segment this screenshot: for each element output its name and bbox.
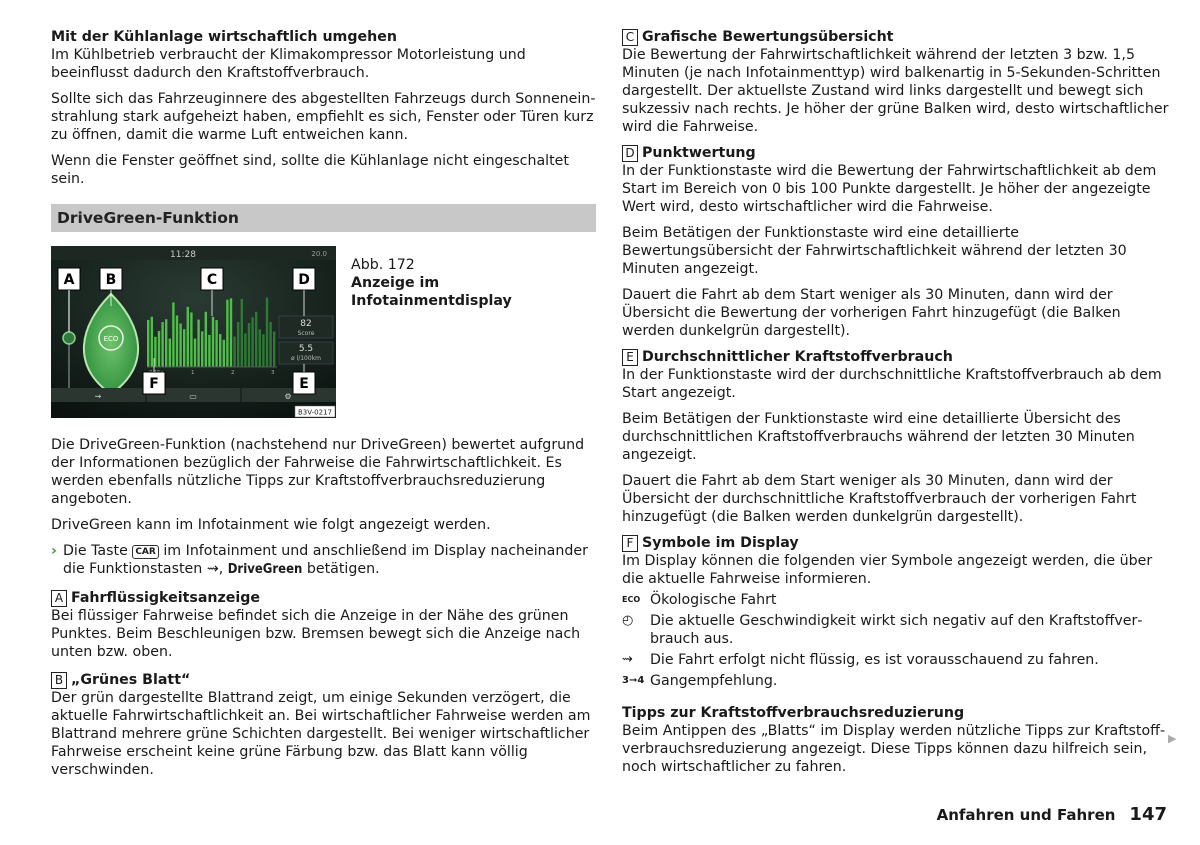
score-bar [219, 334, 221, 367]
item-F-text: Im Display können die folgenden vier Symbole angezeigt werden, die über die aktuelle Fahrweise informieren. [622, 553, 1153, 587]
score-bar [201, 331, 203, 367]
figure-number: Abb. 172 [351, 257, 415, 273]
label-F: F [622, 535, 638, 552]
item-A [51, 589, 596, 661]
screen-consumption-unit: ø l/100km [290, 355, 322, 362]
gear-recommendation-icon: 3➞4 [622, 675, 645, 686]
symbol-row-eco: ECO Ökologische Fahrt [622, 592, 777, 608]
screen-time: 11:28 [170, 250, 196, 260]
item-E-heading: Durchschnittlicher Kraftstoffverbrauch [642, 349, 953, 365]
step-text: Die Taste CAR im Infotainment und anschließend im Display nacheinander die Funktionstasten ⇝, DriveGreen betätigen. [63, 543, 588, 577]
figure-title: Anzeige im Infotainmentdisplay [351, 275, 512, 309]
infotainment-screen-svg [51, 246, 336, 418]
score-bar [197, 320, 199, 367]
section-title: DriveGreen-Funktion [51, 204, 596, 232]
score-bar [266, 298, 268, 367]
infotainment-screen-image [51, 246, 336, 418]
car-function-icon: ⇝ [206, 561, 219, 577]
item-E-paragraph-3: Dauert die Fahrt ab dem Start weniger als 30 Minuten, dann wird der Übersicht der durchschnittliche Kraftstoffverbrauch der vorherigen Fahrt hinzugefügt (die Balken werden dunkelgrün dargestellt). [622, 473, 1137, 525]
callout-C: C [206, 272, 218, 288]
score-bar [244, 333, 246, 367]
score-bar [233, 337, 235, 367]
score-bar [179, 324, 181, 367]
callout-B: B [105, 272, 117, 288]
score-bar [205, 312, 207, 367]
callout-E: E [299, 376, 309, 392]
screen-score-value: 82 [300, 319, 312, 329]
score-bar [230, 298, 232, 367]
svg-text:▭: ▭ [189, 392, 197, 401]
axis-tick-1: 1 [191, 370, 195, 376]
instruction-step [51, 542, 596, 579]
car-motion-icon: ⇝ [622, 652, 633, 667]
score-bar [262, 334, 264, 367]
chapter-title: Anfahren und Fahren [936, 806, 1116, 824]
symbol-row-fluency: ⇝ Die Fahrt erfolgt nicht flüssig, es ist vorausschauend zu fahren. [622, 652, 1099, 668]
screen-score-label: Score [297, 330, 315, 337]
item-C [622, 28, 1170, 136]
score-bar [187, 307, 189, 367]
axis-tick-2: 2 [231, 370, 235, 376]
item-E-paragraph-2: Beim Betätigen der Funktionstaste wird eine detaillierte Übersicht des durchschnittlichen Kraftstoffverbrauchs während der letzten 30 Minuten angezeigt. [622, 411, 1135, 463]
intro-paragraph-2: DriveGreen kann im Infotainment wie folgt angezeigt werden. [51, 517, 491, 533]
callout-A: A [63, 272, 75, 288]
item-D-text: In der Funktionstaste wird die Bewertung der Fahrwirtschaftlichkeit ab dem Start im Bereich von 0 bis 100 Punkte dargestellt. Je höher der angezeigte Wert wird, desto wirtschaftlicher wird die Fahrweise. [622, 163, 1157, 215]
left-column [51, 28, 596, 787]
figure-caption [351, 256, 596, 418]
svg-text:⇝: ⇝ [94, 392, 102, 401]
svg-text:⚙: ⚙ [284, 392, 292, 401]
item-A-heading: Fahrflüssigkeitsanzeige [71, 590, 261, 606]
item-D-paragraph-3: Dauert die Fahrt ab dem Start weniger als 30 Minuten, dann wird der Übersicht die Bewertung der vorherigen Fahrt hinzugefügt (die Balken werden dunkelgrün dargestellt). [622, 287, 1121, 339]
score-bar [259, 329, 261, 367]
intro-paragraph-1: Die DriveGreen-Funktion (nachstehend nur DriveGreen) bewertet aufgrund der Informationen bezüglich der Fahrweise die Fahrwirtschaftlichkeit. Es werden ebenfalls nützliche Tipps zur Kraftstoffverbrauchsreduzierung angeboten. [51, 437, 585, 507]
tips-section [622, 704, 1170, 776]
screen-consumption-value: 5.5 [298, 344, 314, 354]
car-key-icon: CAR [132, 545, 159, 559]
score-bar [223, 340, 225, 367]
score-bar [161, 322, 163, 367]
score-bar [151, 317, 153, 367]
item-E [622, 348, 1170, 526]
item-D-heading: Punktwertung [642, 145, 756, 161]
callout-D: D [298, 272, 310, 288]
symbol-row-gear: 3➞4 Gangempfehlung. [622, 673, 778, 689]
screen-temperature: 20.0 [311, 250, 327, 258]
continue-arrow-icon: ▶ [1168, 732, 1177, 745]
cooling-heading: Mit der Kühlanlage wirtschaftlich umgehen [51, 29, 397, 45]
page-number: 147 [1129, 804, 1167, 825]
score-bar [190, 312, 192, 367]
score-bar [269, 322, 271, 367]
score-bar [251, 317, 253, 367]
item-E-text: In der Funktionstaste wird der durchschnittliche Kraftstoffverbrauch ab dem Start angezeigt. [622, 367, 1162, 401]
score-bar [237, 322, 239, 367]
item-B [51, 671, 596, 779]
figure [51, 246, 596, 418]
score-bar [241, 299, 243, 367]
score-bar [212, 317, 214, 367]
label-C: C [622, 29, 638, 46]
page-footer [937, 806, 1167, 824]
item-B-heading: „Grünes Blatt“ [71, 672, 191, 688]
callout-F: F [149, 376, 159, 392]
score-bar [183, 329, 185, 367]
score-bar [255, 312, 257, 367]
item-F-heading: Symbole im Display [642, 535, 799, 551]
speedometer-icon: ◴ [622, 613, 634, 628]
tips-text: Beim Antippen des „Blatts“ im Display werden nützliche Tipps zur Kraftstoffverbrauchsreduzierung angezeigt. Diese Tipps können dazu hilfreich sein, noch wirtschaftlicher zu fahren. [622, 723, 1166, 775]
item-D-paragraph-2: Beim Betätigen der Funktionstaste wird eine detaillierte Bewertungsübersicht der Fahrwirtschaftlichkeit während der letzten 30 Minuten angezeigt. [622, 225, 1127, 277]
label-D: D [622, 145, 638, 162]
screen-eco-label: ECO [103, 335, 119, 343]
axis-tick-3: 3 [271, 370, 275, 376]
drivegreen-key-label: DriveGreen [227, 562, 303, 577]
item-B-text: Der grün dargestellte Blattrand zeigt, um einige Sekunden verzögert, die aktuelle Fahrwirtschaftlichkeit an. Bei wirtschaftlicher Fahrweise werden am Blattrand mehrere grüne Schichten dargestellt. Bei weniger wirtschaftlicher Fahrweise erscheint keine grüne Färbung bzw. das Blatt kann völlig verschwinden. [51, 690, 591, 778]
score-bar [165, 319, 167, 367]
label-E: E [622, 349, 638, 366]
cooling-paragraph-1: Im Kühlbetrieb verbraucht der Klimakompressor Motorleistung und beeinflusst dadurch den Kraftstoffverbrauch. [51, 47, 526, 81]
item-C-heading: Grafische Bewertungsübersicht [642, 29, 894, 45]
score-bar [147, 320, 149, 367]
label-A: A [51, 590, 67, 607]
label-B: B [51, 672, 67, 689]
step-arrow-icon: › [51, 543, 57, 559]
score-bar [172, 302, 174, 367]
tips-heading: Tipps zur Kraftstoffverbrauchsreduzierung [622, 705, 965, 721]
score-bar [215, 320, 217, 367]
item-C-text: Die Bewertung der Fahrwirtschaftlichkeit während der letzten 3 bzw. 1,5 Minuten (je nach Infotainmenttyp) wird balkenartig in 5-Sekunden-Schritten dargestellt. Der aktuellste Zustand wird links dargestellt und bewegt sich sukzessiv nach rechts. Je höher der grüne Balken wird, desto wirtschaftlicher wird die Fahrweise. [622, 47, 1169, 135]
score-bar [169, 338, 171, 367]
score-bar [226, 300, 228, 367]
symbol-row-speed: ◴ Die aktuelle Geschwindigkeit wirkt sich negativ auf den Kraftstoffverbrauch aus. [622, 613, 1143, 647]
right-column [622, 28, 1170, 784]
score-bar [273, 332, 275, 367]
score-bar [194, 339, 196, 367]
item-F [622, 534, 1170, 690]
score-bar [208, 335, 210, 367]
eco-icon: ECO [622, 595, 641, 604]
item-D [622, 144, 1170, 340]
score-bar [248, 323, 250, 367]
item-A-text: Bei flüssiger Fahrweise befindet sich die Anzeige in der Nähe des grünen Punktes. Beim Beschleunigen bzw. Bremsen bewegt sich die Anzeige nach unten bzw. oben. [51, 608, 581, 660]
cooling-paragraph-3: Wenn die Fenster geöffnet sind, sollte die Kühlanlage nicht eingeschaltet sein. [51, 153, 569, 187]
figure-image-code: B3V-0217 [298, 408, 332, 417]
cooling-paragraph-2: Sollte sich das Fahrzeuginnere des abgestellten Fahrzeugs durch Sonneneinstrahlung stark aufgeheizt haben, empfiehlt es sich, Fenster oder Türen kurz zu öffnen, damit die warme Luft entweichen kann. [51, 91, 596, 143]
score-bar [176, 315, 178, 367]
score-bar [158, 331, 160, 367]
score-bar [154, 337, 156, 367]
